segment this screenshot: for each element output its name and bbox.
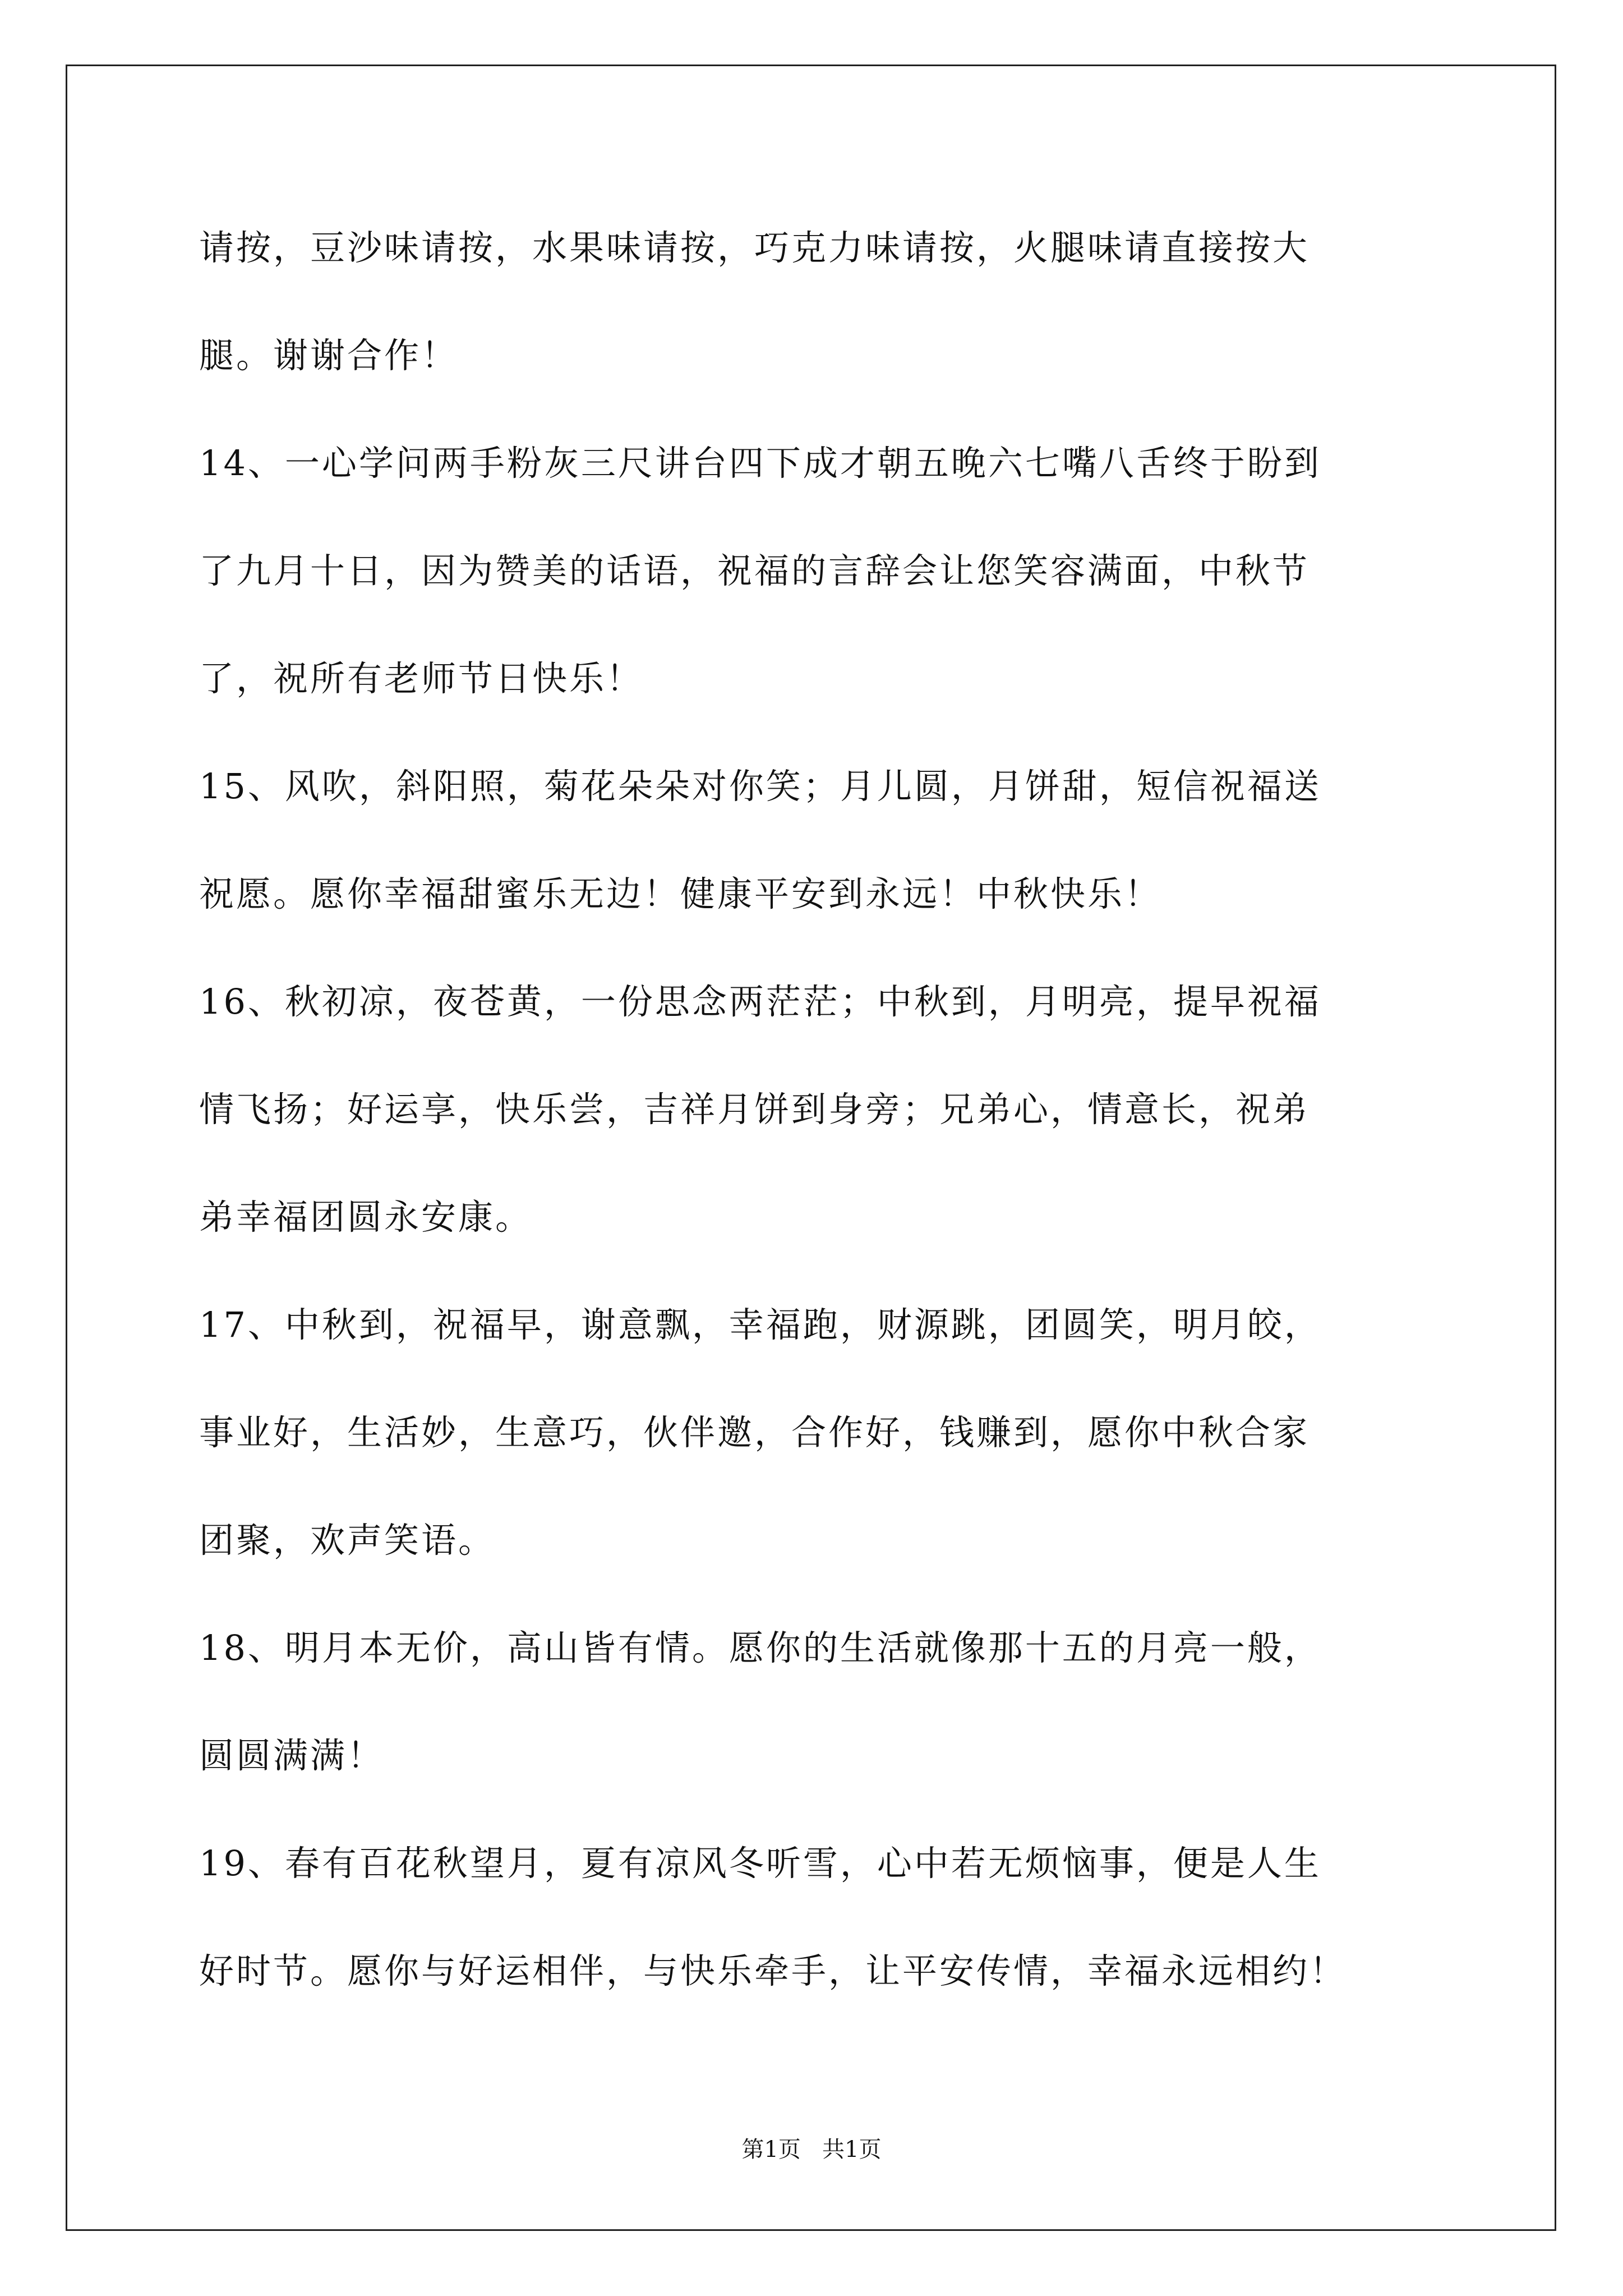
text-line: 请按，豆沙味请按，水果味请按，巧克力味请按，火腿味请直接按大 — [199, 227, 1310, 268]
text-line: 14、一心学问两手粉灰三尺讲台四下成才朝五晚六七嘴八舌终于盼到 — [199, 443, 1321, 484]
text-line: 祝愿。愿你幸福甜蜜乐无边！健康平安到永远！中秋快乐！ — [199, 873, 1162, 914]
text-line: 15、风吹，斜阳照，菊花朵朵对你笑；月儿圆，月饼甜，短信祝福送 — [199, 766, 1321, 807]
page-footer: 第1页 共1页 — [741, 2137, 882, 2162]
text-line: 19、春有百花秋望月，夏有凉风冬听雪，心中若无烦恼事，便是人生 — [199, 1843, 1321, 1884]
text-line: 情飞扬；好运享，快乐尝，吉祥月饼到身旁；兄弟心，情意长，祝弟 — [199, 1089, 1310, 1130]
text-line: 16、秋初凉，夜苍黄，一份思念两茫茫；中秋到，月明亮，提早祝福 — [199, 981, 1321, 1022]
text-line: 17、中秋到，祝福早，谢意飘，幸福跑，财源跳，团圆笑，明月皎， — [199, 1304, 1321, 1345]
text-line: 了九月十日，因为赞美的话语，祝福的言辞会让您笑容满面，中秋节 — [199, 550, 1310, 591]
text-line: 团聚，欢声笑语。 — [199, 1520, 496, 1561]
text-line: 好时节。愿你与好运相伴，与快乐牵手，让平安传情，幸福永远相约！ — [199, 1950, 1347, 1991]
text-line: 18、明月本无价，高山皆有情。愿你的生活就像那十五的月亮一般， — [199, 1627, 1321, 1668]
text-line: 腿。谢谢合作！ — [199, 335, 459, 376]
page-border — [66, 65, 1556, 2231]
text-line: 弟幸福团圆永安康。 — [199, 1197, 533, 1237]
text-line: 圆圆满满！ — [199, 1735, 385, 1776]
text-line: 事业好，生活妙，生意巧，伙伴邀，合作好，钱赚到，愿你中秋合家 — [199, 1412, 1310, 1453]
text-line: 了，祝所有老师节日快乐！ — [199, 658, 644, 699]
